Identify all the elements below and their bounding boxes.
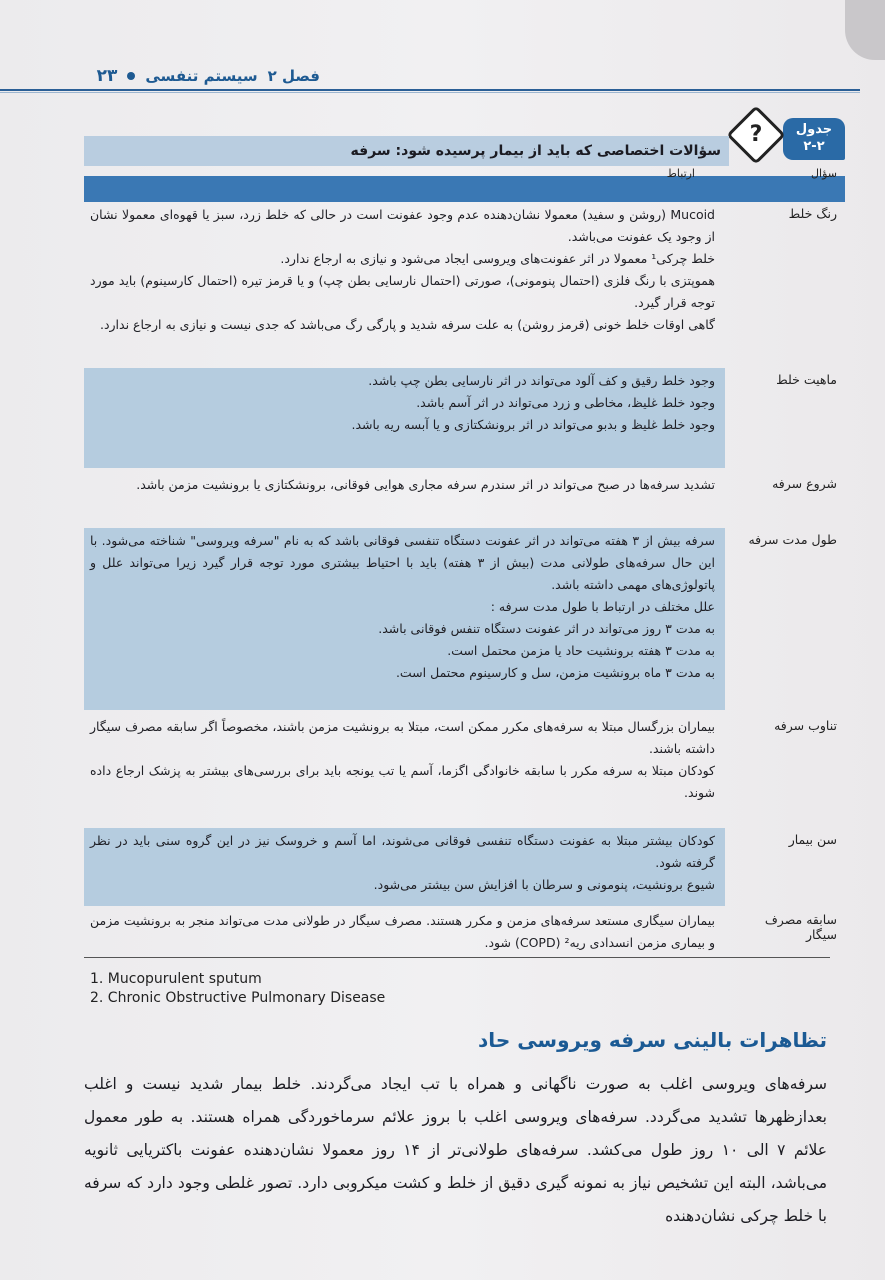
row-label: سابقه مصرف سیگار bbox=[764, 912, 837, 942]
table-row bbox=[84, 528, 845, 710]
row-line: خلط چرکی¹ معمولا در اثر عفونت‌های ویروسی ایجاد می‌شود و نیازی به ارجاع ندارد. bbox=[280, 251, 715, 266]
section-paragraph: سرفه‌های ویروسی اغلب به صورت ناگهانی و همراه با تب ایجاد می‌گردند. خلط بیمار شدید نیست و اغلب بعدازظهرها تشدید می‌گردد. سرفه‌های ویروسی اغلب با بروز علائم سرماخوردگی همراه هستند. به طور معمول علائم ۷ الی ۱۰ روز طول می‌کشد. سرفه‌های طولانی‌تر از ۱۴ روز معمولا نشان‌دهنده عفونت باکتریایی ثانویه می‌باشد، البته این تشخیص نیاز به نمونه گیری دقیق از خلط و کشت میکروبی دارد. تصور غلطی وجود دارد که سرفه با خلط چرکی نشان‌دهنده bbox=[84, 1075, 828, 1225]
header-rule-thin bbox=[0, 92, 860, 93]
table-tag bbox=[783, 118, 845, 160]
row-line: بیماران سیگاری مستعد سرفه‌های مزمن و مکرر هستند. مصرف سیگار در طولانی مدت می‌تواند منجر به برونشیت مزمن و بیماری مزمن انسدادی ریه² (COPD) شود. bbox=[90, 913, 715, 950]
row-body bbox=[84, 202, 725, 366]
row-body bbox=[84, 714, 725, 824]
row-body bbox=[84, 368, 725, 468]
table-row bbox=[84, 202, 845, 366]
table-row bbox=[84, 908, 845, 958]
chapter-label: فصل ۲ bbox=[267, 67, 320, 85]
row-line: هموپتزی با رنگ فلزی (احتمال پنومونی)، صورتی (احتمال نارسایی بطن چپ) و یا قرمز تیره (احتمال کارسینوم) باید مورد توجه قرار گیرد. bbox=[90, 273, 715, 310]
page-corner bbox=[845, 0, 885, 60]
row-body bbox=[84, 472, 725, 524]
running-header bbox=[20, 64, 320, 88]
page-number: ۲۳ bbox=[96, 66, 118, 86]
table-row bbox=[84, 828, 845, 906]
row-line: به مدت ۳ ماه برونشیت مزمن، سل و کارسینوم محتمل است. bbox=[395, 665, 715, 680]
row-line: گاهی اوقات خلط خونی (قرمز روشن) به علت سرفه شدید و پارگی رگ می‌باشد که جدی نیست و نیازی به ارجاع ندارد. bbox=[99, 317, 715, 332]
row-line: علل مختلف در ارتباط با طول مدت سرفه : bbox=[490, 599, 715, 614]
row-line: به مدت ۳ هفته برونشیت حاد یا مزمن محتمل است. bbox=[447, 643, 715, 658]
row-line: وجود خلط غلیظ، مخاطی و زرد می‌تواند در اثر آسم باشد. bbox=[416, 395, 715, 410]
row-label: ماهیت خلط bbox=[776, 372, 837, 387]
row-line: تشدید سرفه‌ها در صبح می‌تواند در اثر سندرم سرفه مجاری هوایی فوقانی، برونشکتازی یا برونشیت مزمن باشد. bbox=[136, 477, 715, 492]
column-relation: ارتباط bbox=[666, 167, 695, 180]
row-label: طول مدت سرفه bbox=[748, 532, 837, 547]
row-line: به مدت ۳ روز می‌تواند در اثر عفونت دستگاه تنفس فوقانی باشد. bbox=[378, 621, 715, 636]
row-label: سن بیمار bbox=[788, 832, 837, 847]
row-body bbox=[84, 828, 725, 906]
table-row bbox=[84, 714, 845, 824]
row-line: وجود خلط رقیق و کف آلود می‌تواند در اثر نارسایی بطن چپ باشد. bbox=[368, 373, 715, 388]
footnotes bbox=[90, 970, 385, 1008]
row-label: رنگ خلط bbox=[788, 206, 837, 221]
row-line: کودکان بیشتر مبتلا به عفونت دستگاه تنفسی فوقانی می‌شوند، اما آسم و خروسک نیز در این گروه سنی باید در نظر گرفته شود. bbox=[90, 833, 715, 870]
row-label: شروع سرفه bbox=[772, 476, 837, 491]
footnote: 2. Chronic Obstructive Pulmonary Disease bbox=[90, 990, 386, 1006]
table-title: سؤالات اختصاصی که باید از بیمار پرسیده شود: سرفه bbox=[84, 136, 729, 166]
question-mark-icon: ? bbox=[726, 105, 785, 164]
chapter-topic: سیستم تنفسی bbox=[145, 67, 258, 85]
row-label: تناوب سرفه bbox=[774, 718, 837, 733]
section-title: تظاهرات بالینی سرفه ویروسی حاد bbox=[478, 1028, 827, 1052]
row-line: شیوع برونشیت، پنومونی و سرطان با افزایش سن بیشتر می‌شود. bbox=[373, 877, 715, 892]
questions-table bbox=[84, 118, 837, 958]
row-line: کودکان مبتلا به سرفه مکرر با سابقه خانوادگی اگزما، آسم یا تب یونجه باید برای بررسی‌های بیشتر به پزشک ارجاع داده شوند. bbox=[90, 763, 715, 800]
row-body bbox=[84, 908, 725, 958]
table-header-bar bbox=[84, 167, 845, 202]
header-rule bbox=[0, 89, 860, 91]
footnote-rule bbox=[84, 957, 830, 958]
footnote: 1. Mucopurulent sputum bbox=[90, 971, 262, 987]
column-question: سؤال bbox=[811, 167, 837, 180]
table-tag-label: جدول ۲-۲ bbox=[795, 122, 833, 154]
row-line: بیماران بزرگسال مبتلا به سرفه‌های مکرر ممکن است، مبتلا به برونشیت مزمن باشند، مخصوصاً اگر سابقه مصرف سیگار داشته باشند. bbox=[90, 719, 715, 756]
row-line: وجود خلط غلیظ و بدبو می‌تواند در اثر برونشکتازی و یا آبسه ریه باشد. bbox=[351, 417, 715, 432]
row-line: Mucoid (روشن و سفید) معمولا نشان‌دهنده عدم وجود عفونت است در حالی که خلط زرد، سبز یا قهوه‌ای معمولا نشان از وجود یک عفونت می‌باشد. bbox=[90, 207, 715, 244]
table-row bbox=[84, 368, 845, 468]
table-row bbox=[84, 472, 845, 524]
row-body bbox=[84, 528, 725, 710]
row-line: سرفه بیش از ۳ هفته می‌تواند در اثر عفونت دستگاه تنفسی فوقانی باشد که به نام "سرفه ویروسی" شناخته می‌شود. با این حال سرفه‌های طولانی مدت (بیش از ۳ هفته) باید با احتیاط بیشتری مورد توجه قرار گیرد زیرا می‌تواند علل و پاتولوژی‌های مهمی داشته باشد. bbox=[90, 533, 715, 592]
header-dot bbox=[127, 72, 135, 80]
